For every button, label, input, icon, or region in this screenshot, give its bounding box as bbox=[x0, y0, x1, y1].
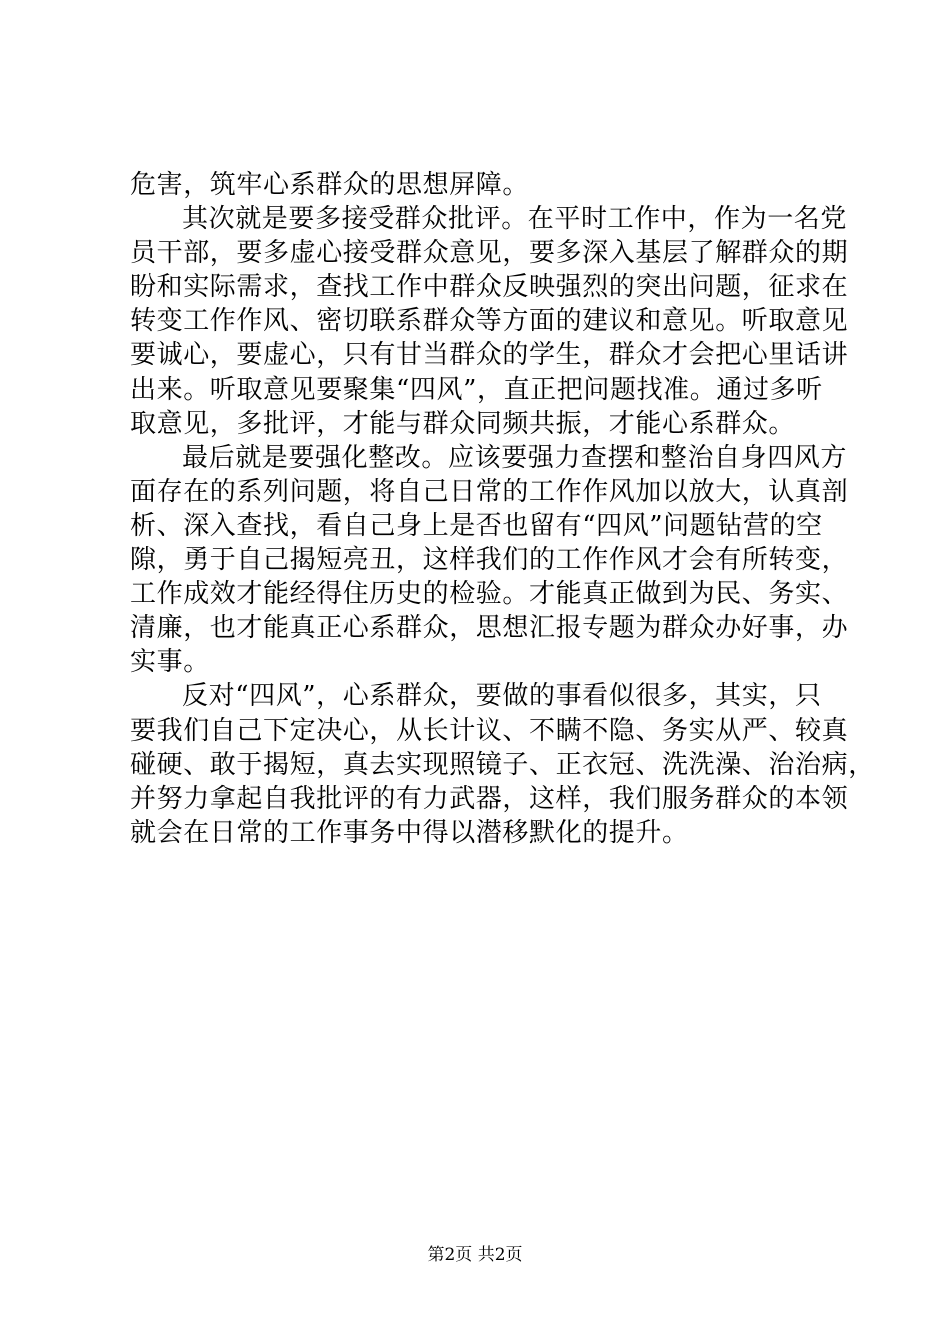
text-line: 出来。听取意见要聚集“四风”，直正把问题找准。通过多听 bbox=[130, 374, 823, 405]
text-line: 其次就是要多接受群众批评。在平时工作中，作为一名党 bbox=[182, 204, 848, 235]
text-line: 清廉，也才能真正心系群众，思想汇报专题为群众办好事，办 bbox=[130, 613, 849, 644]
page-number: 第2页 共2页 bbox=[427, 1245, 523, 1265]
text-line: 碰硬、敢于揭短，真去实现照镜子、正衣冠、洗洗澡、治治病， bbox=[130, 749, 875, 780]
text-line: 最后就是要强化整改。应该要强力查摆和整治自身四风方 bbox=[182, 442, 848, 473]
text-line: 工作成效才能经得住历史的检验。才能真正做到为民、务实、 bbox=[130, 579, 849, 610]
text-line: 危害，筑牢心系群众的思想屏障。 bbox=[130, 170, 530, 200]
paragraph-criticism bbox=[130, 202, 849, 441]
document-body bbox=[130, 168, 875, 850]
text-line: 要我们自己下定决心，从长计议、不瞒不隐、务实从严、较真 bbox=[130, 715, 849, 746]
page-footer bbox=[0, 1244, 950, 1266]
text-line: 析、深入查找，看自己身上是否也留有“四风”问题钻营的空 bbox=[130, 510, 823, 541]
text-line: 转变工作作风、密切联系群众等方面的建议和意见。听取意见 bbox=[130, 306, 849, 337]
text-line: 取意见，多批评，才能与群众同频共振，才能心系群众。 bbox=[130, 408, 796, 439]
paragraph-conclusion bbox=[130, 679, 875, 849]
paragraph-rectification bbox=[130, 441, 849, 680]
text-line: 隙，勇于自己揭短亮丑，这样我们的工作作风才会有所转变， bbox=[130, 545, 849, 576]
text-line: 并努力拿起自我批评的有力武器，这样，我们服务群众的本领 bbox=[130, 783, 849, 814]
text-line: 实事。 bbox=[130, 647, 210, 678]
text-line: 反对“四风”，心系群众，要做的事看似很多，其实，只 bbox=[182, 681, 822, 712]
paragraph-continuation bbox=[130, 168, 830, 202]
text-line: 员干部，要多虚心接受群众意见，要多深入基层了解群众的期 bbox=[130, 238, 849, 269]
text-line: 面存在的系列问题，将自己日常的工作作风加以放大，认真剖 bbox=[130, 476, 849, 507]
text-line: 盼和实际需求，查找工作中群众反映强烈的突出问题，征求在 bbox=[130, 272, 849, 303]
text-line: 就会在日常的工作事务中得以潜移默化的提升。 bbox=[130, 817, 689, 848]
text-line: 要诚心，要虚心，只有甘当群众的学生，群众才会把心里话讲 bbox=[130, 340, 849, 371]
